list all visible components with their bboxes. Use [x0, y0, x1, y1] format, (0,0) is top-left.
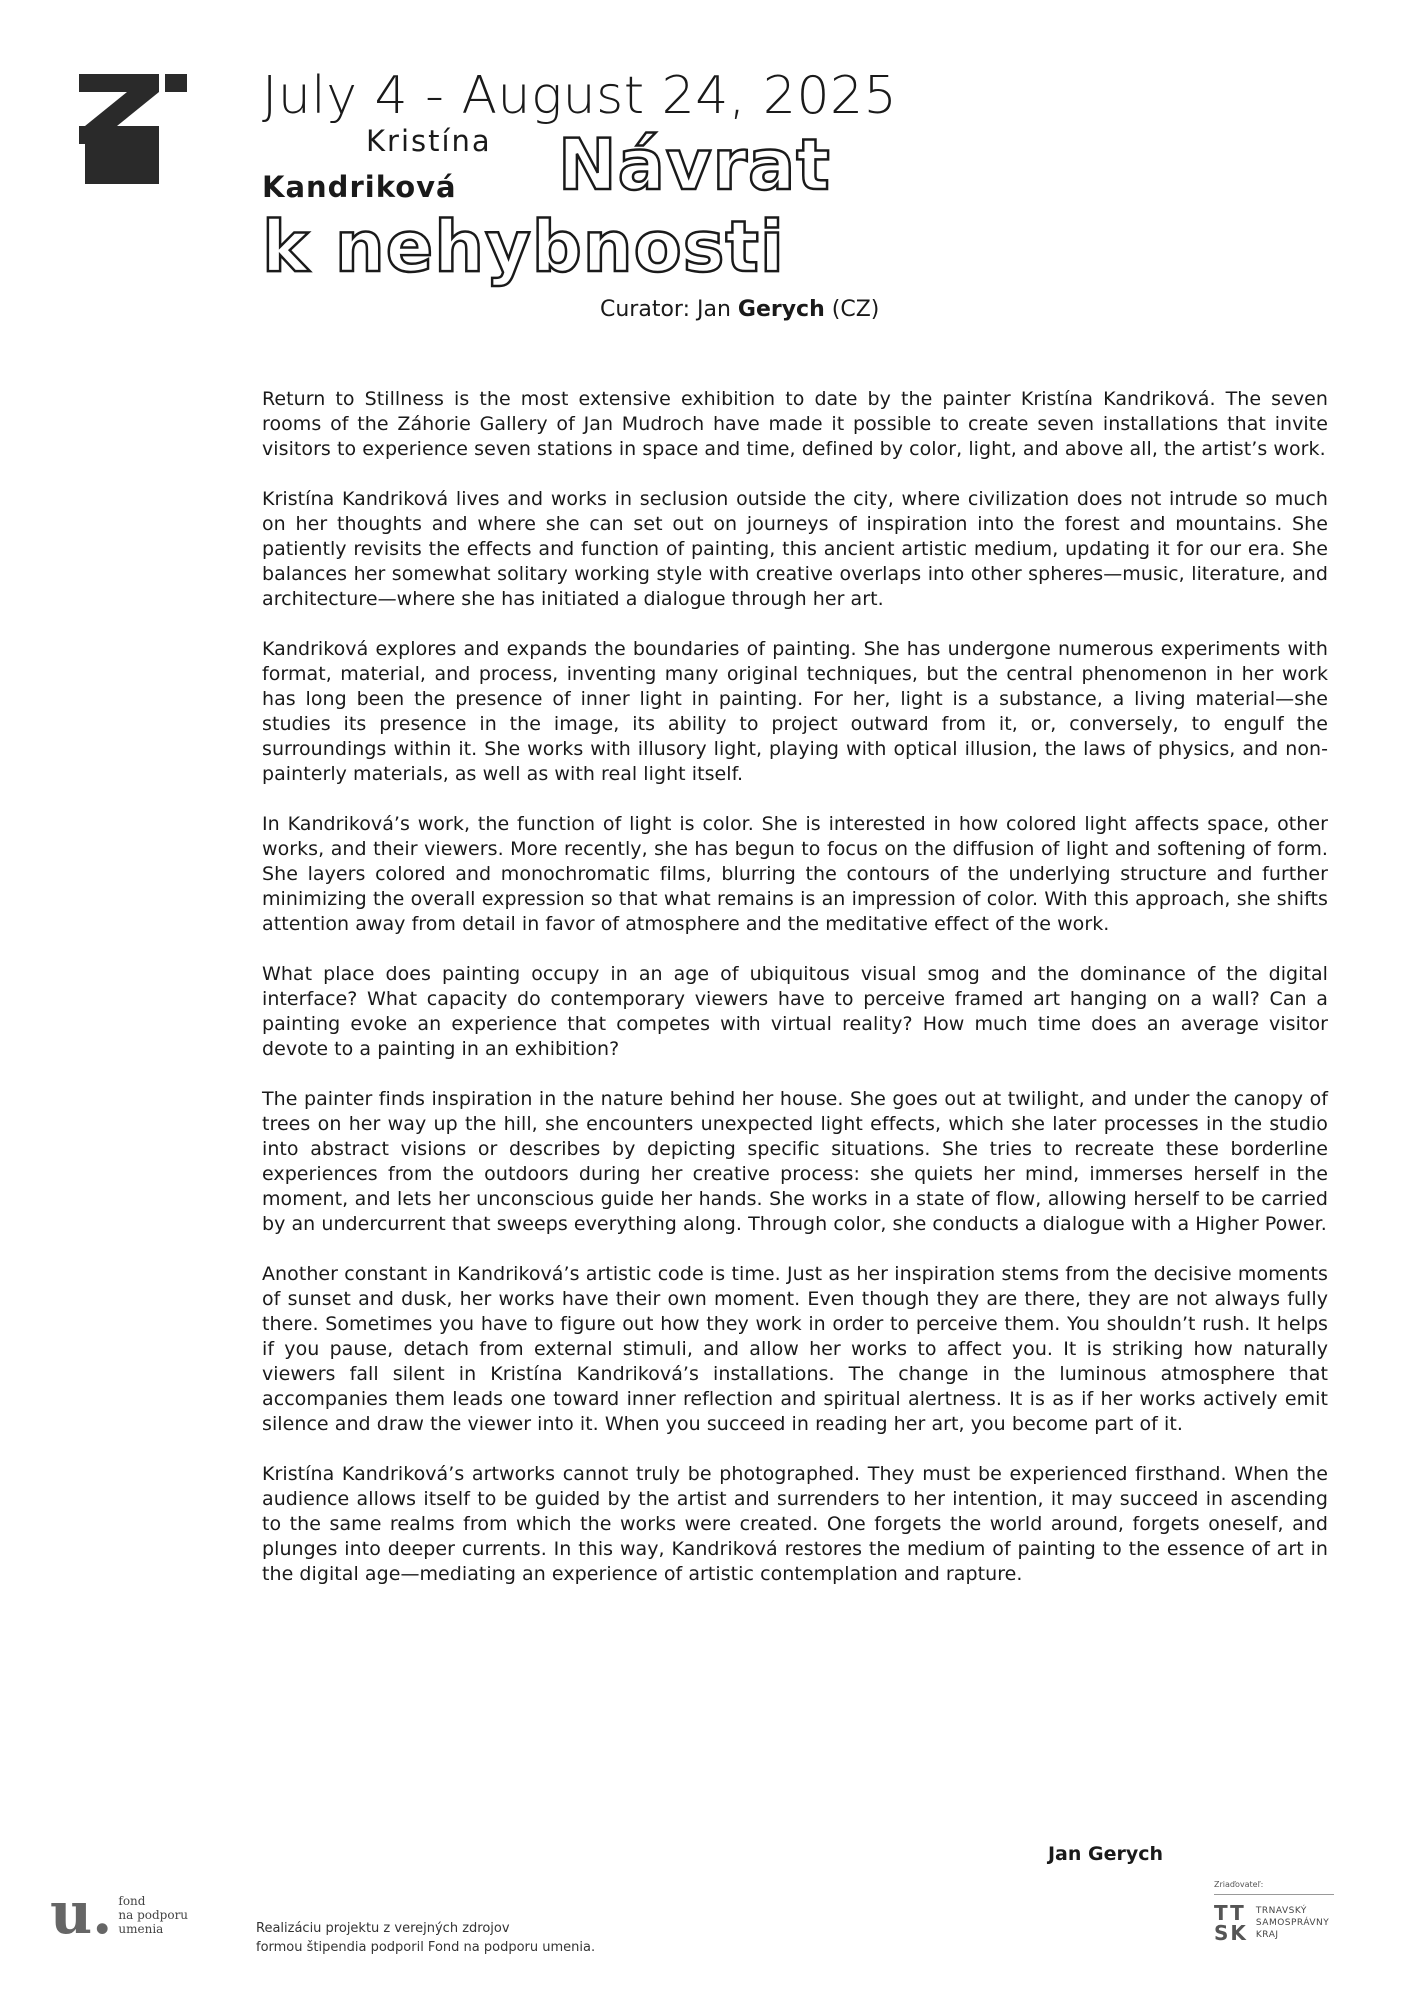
founder-caption: Zriaďovateľ: — [1214, 1880, 1264, 1889]
ttsk-mark — [1214, 1903, 1248, 1943]
curator-credit — [600, 297, 879, 322]
fund-mark: u. — [50, 1879, 113, 1947]
exhibition-text — [262, 387, 1328, 1612]
funding-note — [256, 1919, 595, 1957]
curator-prefix: Curator: Jan — [600, 297, 738, 322]
fund-name-line: umenia — [118, 1922, 164, 1936]
paragraph: Another constant in Kandriková’s artistic code is time. Just as her inspiration stems from the decisive moments of sunset and dusk, her works have their own moment. Even though they are there, they are not always fully there. Sometimes you have to figure out how they work in order to perceive them. You shouldn’t rush. It helps if you pause, detach from external stimuli, and allow her works to affect you. It is striking how naturally viewers fall silent in Kristína Kandriková’s installations. The change in the luminous atmosphere that accompanies them leads one toward inner reflection and spiritual alertness. It is as if her works actively emit silence and draw the viewer into it. When you succeed in reading her art, you become part of it. — [262, 1263, 1328, 1435]
gallery-logo — [79, 74, 187, 184]
fund-name — [118, 1894, 188, 1936]
founder-block — [1214, 1880, 1334, 1943]
founder-name-line: KRAJ — [1255, 1930, 1279, 1940]
exhibition-title-line-2: k nehybnosti — [262, 206, 785, 288]
paragraph: Kandriková explores and expands the boundaries of painting. She has undergone numerous experiments with format, material, and process, inventing many original techniques, but the central phenomenon in her work has long been the presence of inner light in painting. For her, light is a substance, a living material—she studies its presence in the image, its ability to project outward from it, or, conversely, to engulf the surroundings within it. She works with illusory light, playing with optical illusion, the laws of physics, and non-painterly materials, as well as with real light itself. — [262, 638, 1328, 785]
paragraph: Return to Stillness is the most extensive exhibition to date by the painter Kristína Kandriková. The seven rooms of the Záhorie Gallery of Jan Mudroch have made it possible to create seven installations that invite visitors to experience seven stations in space and time, defined by color, light, and above all, the artist’s work. — [262, 388, 1328, 460]
fund-name-line: fond — [118, 1894, 146, 1908]
ttsk-mark-top: TT — [1214, 1901, 1246, 1925]
fund-logo — [50, 1879, 189, 1947]
ttsk-logo — [1214, 1903, 1334, 1943]
paragraph: What place does painting occupy in an age of ubiquitous visual smog and the dominance of the digital interface? What capacity do contemporary viewers have to perceive framed art hanging on a wall? Can a painting evoke an experience that competes with virtual reality? How much time does an average visitor devote to a painting in an exhibition? — [262, 963, 1328, 1060]
fund-name-line: na podporu — [118, 1908, 189, 1922]
funding-line: Realizáciu projektu z verejných zdrojov — [256, 1921, 510, 1936]
paragraph: Kristína Kandriková’s artworks cannot truly be photographed. They must be experienced firsthand. When the audience allows itself to be guided by the artist and surrenders to her intention, it may succeed in ascending to the same realms from which the works were created. One forgets the world around, forgets oneself, and plunges into deeper currents. In this way, Kandriková restores the medium of painting to the essence of art in the digital age—mediating an experience of artistic contemplation and rapture. — [262, 1463, 1328, 1585]
founder-name-line: TRNAVSKÝ — [1255, 1906, 1307, 1916]
founder-divider — [1214, 1894, 1334, 1895]
paragraph: In Kandriková’s work, the function of light is color. She is interested in how colored light affects space, other works, and their viewers. More recently, she has begun to focus on the diffusion of light and softening of form. She layers colored and monochromatic films, blurring the contours of the underlying structure and further minimizing the overall expression so that what remains is an impression of color. With this approach, she shifts attention away from detail in favor of atmosphere and the meditative effect of the work. — [262, 813, 1328, 935]
author-signature: Jan Gerych — [1047, 1843, 1163, 1865]
founder-name — [1256, 1905, 1329, 1941]
exhibition-dates: July 4 - August 24, 2025 — [262, 66, 898, 126]
funding-line: formou štipendia podporil Fond na podporu umenia. — [256, 1940, 596, 1955]
curator-surname: Gerych — [737, 297, 825, 322]
paragraph: Kristína Kandriková lives and works in seclusion outside the city, where civilization does not intrude so much on her thoughts and where she can set out on journeys of inspiration into the forest and mountains. She patiently revisits the effects and function of painting, this ancient artistic medium, updating it for our era. She balances her somewhat solitary working style with creative overlaps into other spheres—music, literature, and architecture—where she has initiated a dialogue through her art. — [262, 488, 1328, 610]
founder-name-line: SAMOSPRÁVNY — [1255, 1918, 1330, 1928]
exhibition-title-line-1: Návrat — [558, 124, 831, 206]
curator-suffix: (CZ) — [824, 297, 880, 322]
paragraph: The painter finds inspiration in the nature behind her house. She goes out at twilight, and under the canopy of trees on her way up the hill, she encounters unexpected light effects, which she later processes in the studio into abstract visions or describes by depicting specific situations. She tries to recreate these borderline experiences from the outdoors during her creative process: she quiets her mind, immerses herself in the moment, and lets her unconscious guide her hands. She works in a state of flow, allowing herself to be carried by an undercurrent that sweeps everything along. Through color, she conducts a dialogue with a Higher Power. — [262, 1088, 1328, 1235]
artist-first-name: Kristína — [366, 124, 492, 158]
artist-last-name: Kandriková — [262, 170, 457, 204]
ttsk-mark-bottom: SK — [1214, 1921, 1248, 1945]
